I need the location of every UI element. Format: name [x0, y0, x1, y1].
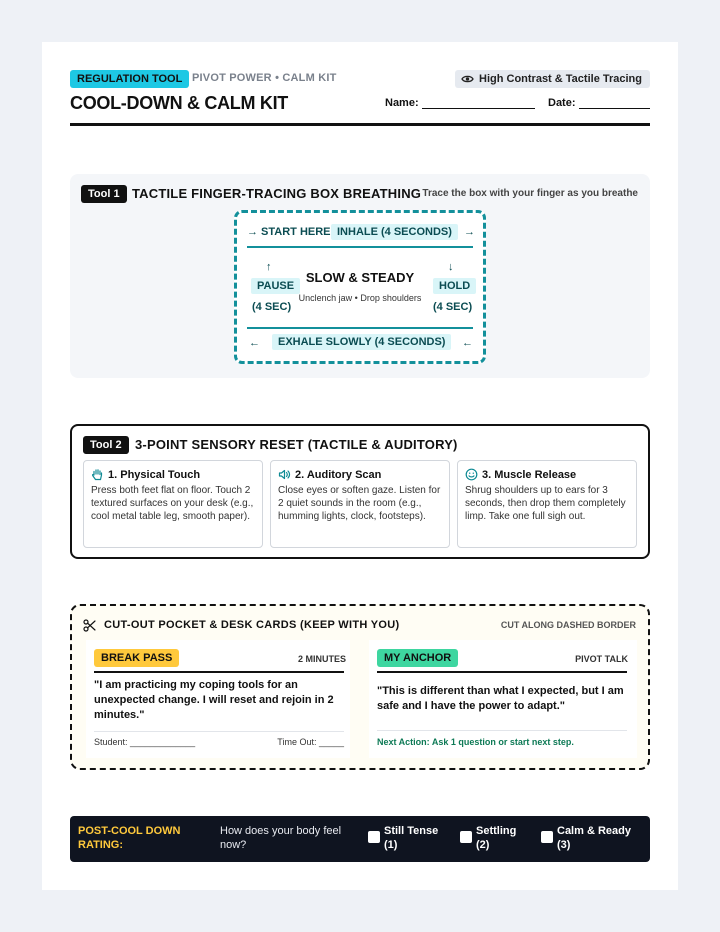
tool1-hint: Trace the box with your finger as you breathe [422, 188, 638, 199]
slow-steady-title: SLOW & STEADY [305, 270, 415, 285]
pause-seconds: (4 SEC) [252, 301, 292, 313]
kit-subtitle: PIVOT POWER • CALM KIT [192, 72, 337, 84]
date-label: Date: [548, 97, 576, 109]
pocket-title: CUT-OUT POCKET & DESK CARDS (KEEP WITH YOU) [104, 619, 400, 631]
card-title: 2. Auditory Scan [295, 468, 382, 481]
pocket-cards-section [70, 604, 650, 770]
anchor-card [369, 640, 637, 758]
card-title: 3. Muscle Release [482, 468, 577, 481]
arrow-right-icon: → [464, 226, 475, 238]
break-pass-badge: BREAK PASS [94, 649, 179, 667]
bottom-trace-line [247, 327, 473, 329]
anchor-badge: MY ANCHOR [377, 649, 458, 667]
high-contrast-label: High Contrast & Tactile Tracing [479, 73, 642, 85]
tool1-title: TACTILE FINGER-TRACING BOX BREATHING [132, 186, 422, 201]
checkbox[interactable] [541, 831, 553, 843]
option-label: Still Tense [384, 825, 439, 837]
rating-question: How does your body feel now? [220, 825, 342, 851]
card-body: Shrug shoulders up to ears for 3 seconds, then drop them completely limp. Take one full sigh out. [465, 485, 626, 522]
anchor-meta: PIVOT TALK [575, 654, 628, 664]
inhale-chip: INHALE (4 SECONDS) [331, 224, 458, 240]
option-value: (1) [384, 839, 398, 851]
card-divider [94, 671, 344, 673]
hand-icon [91, 468, 104, 481]
tool1-badge: Tool 1 [81, 185, 127, 203]
card-title: 1. Physical Touch [108, 468, 201, 481]
speaker-icon [278, 468, 291, 481]
card-thin-divider [377, 730, 627, 731]
tool1-box-breathing [70, 174, 650, 378]
hold-chip: HOLD [433, 278, 476, 294]
regulation-tool-tag: REGULATION TOOL [70, 70, 189, 88]
rating-label: POST-COOL DOWN RATING: [78, 825, 181, 851]
arrow-up-icon: ↑ [266, 261, 272, 273]
cut-instruction: CUT ALONG DASHED BORDER [500, 620, 636, 630]
arrow-left-icon: ← [249, 337, 260, 349]
card-thin-divider [94, 731, 344, 732]
smile-icon [465, 468, 478, 481]
card-body: Press both feet flat on floor. Touch 2 textured surfaces on your desk (e.g., cool metal table leg, smooth paper). [91, 485, 254, 522]
sensory-card [270, 460, 450, 548]
rating-option-still-tense[interactable] [368, 824, 438, 852]
header-divider [70, 123, 650, 126]
student-field[interactable]: Student: _____________ [94, 737, 196, 747]
exhale-chip: EXHALE SLOWLY (4 SECONDS) [272, 334, 451, 350]
break-pass-card [86, 640, 350, 758]
option-label: Calm & Ready [557, 825, 631, 837]
rating-option-calm-ready[interactable] [541, 824, 631, 852]
date-field[interactable] [579, 108, 650, 109]
tool2-title: 3-POINT SENSORY RESET (TACTILE & AUDITORY) [135, 437, 458, 452]
start-here-label: → START HERE [247, 226, 331, 238]
timeout-field[interactable]: Time Out: _____ [277, 737, 344, 747]
break-duration: 2 MINUTES [297, 654, 346, 664]
tool2-sensory-reset [70, 424, 650, 559]
rating-option-settling[interactable] [460, 824, 516, 852]
card-body: Close eyes or soften gaze. Listen for 2 quiet sounds in the room (e.g., humming lights, clock, footsteps). [278, 485, 441, 522]
post-cooldown-rating [70, 816, 650, 862]
option-value: (2) [476, 839, 490, 851]
option-label: Settling [476, 825, 517, 837]
arrow-left-icon: ← [462, 337, 473, 349]
anchor-quote: "This is different than what I expected, but I am safe and I have the power to adapt." [377, 685, 624, 712]
name-label: Name: [385, 97, 419, 109]
sensory-card [457, 460, 637, 548]
checkbox[interactable] [460, 831, 472, 843]
card-divider [377, 671, 627, 673]
tool2-badge: Tool 2 [83, 436, 129, 454]
next-action: Next Action: Ask 1 question or start next step. [377, 737, 574, 747]
page-title: COOL-DOWN & CALM KIT [70, 93, 288, 113]
name-field[interactable] [422, 108, 535, 109]
checkbox[interactable] [368, 831, 380, 843]
sensory-card [83, 460, 263, 548]
top-trace-line [247, 246, 473, 248]
option-value: (3) [557, 839, 571, 851]
scissors-icon [83, 619, 96, 632]
tracing-box[interactable] [234, 210, 486, 364]
hold-seconds: (4 SEC) [433, 301, 473, 313]
center-instruction: Unclench jaw • Drop shoulders [298, 293, 422, 303]
break-quote: "I am practicing my coping tools for an unexpected change. I will reset and rejoin in 2 minutes." [94, 679, 334, 721]
eye-icon [461, 74, 474, 84]
arrow-down-icon: ↓ [448, 261, 454, 273]
pause-chip: PAUSE [251, 278, 300, 294]
high-contrast-toggle[interactable] [455, 70, 650, 88]
worksheet-page [42, 42, 678, 890]
